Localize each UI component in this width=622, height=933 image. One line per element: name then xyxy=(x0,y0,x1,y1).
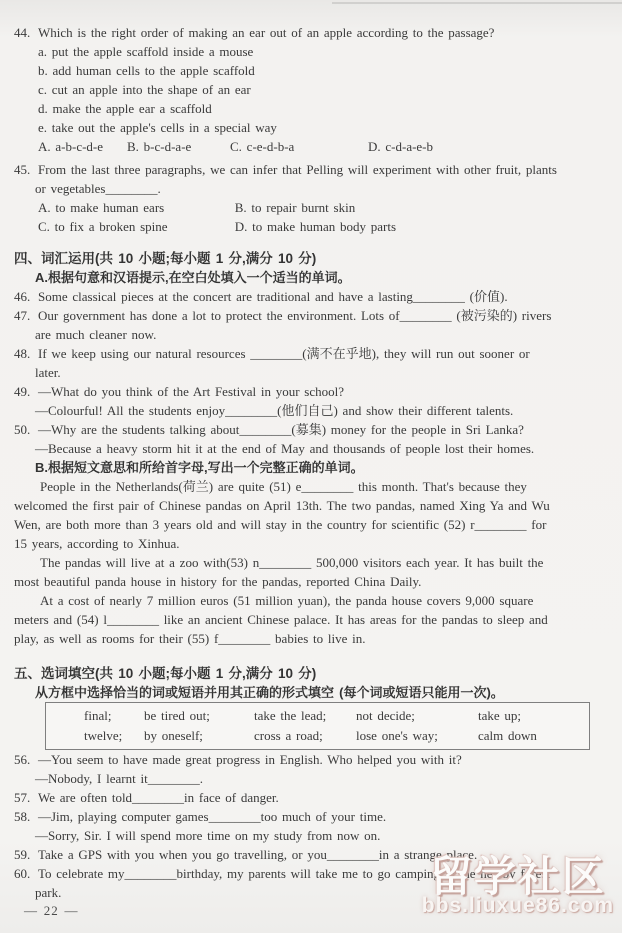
question-44 xyxy=(14,23,612,156)
question-47 xyxy=(14,306,612,344)
word-option: not decide; xyxy=(356,708,415,723)
word-option: cross a road; xyxy=(254,728,323,743)
question-48 xyxy=(14,344,612,382)
sequence-option-b: b. add human cells to the apple scaffold xyxy=(38,63,255,78)
question-45 xyxy=(14,160,612,236)
question-56 xyxy=(14,750,612,788)
choice-a: A. to make human ears xyxy=(38,200,165,215)
choice-d: D. c-d-a-e-b xyxy=(368,139,434,154)
word-option: by oneself; xyxy=(144,728,203,743)
word-option: lose one's way; xyxy=(356,728,438,743)
section-4-part-b-heading: B.根据短文意思和所给首字母,写出一个完整正确的单词。 xyxy=(35,460,364,475)
word-box-row xyxy=(84,706,589,726)
dialogue-line-1: —What do you think of the Art Festival in your school? xyxy=(38,384,345,399)
question-49 xyxy=(14,382,612,420)
passage-line: At a cost of nearly 7 million euros (51 million yuan), the panda house covers 9,000 square xyxy=(40,593,534,608)
dialogue-line-1: —Why are the students talking about________(募集) money for the people in Sri Lanka? xyxy=(38,422,524,437)
question-number: 47. xyxy=(14,308,31,323)
sequence-option-e: e. take out the apple's cells in a special way xyxy=(38,120,277,135)
dialogue-line-2: —Nobody, I learnt it________. xyxy=(35,771,203,786)
question-59 xyxy=(14,845,612,864)
passage-line: most beautiful panda house in history for the pandas, reported China Daily. xyxy=(14,574,422,589)
sequence-option-c: c. cut an apple into the shape of an ear xyxy=(38,82,251,97)
question-text: If we keep using our natural resources ________(满不在乎地), they will run out sooner or xyxy=(38,346,530,361)
page-number: — 22 — xyxy=(24,903,79,918)
choice-c: C. to fix a broken spine xyxy=(38,219,168,234)
dialogue-line-1: —You seem to have made great progress in English. Who helped you with it? xyxy=(38,752,462,767)
passage-paragraph-2 xyxy=(14,553,612,591)
question-46 xyxy=(14,287,612,306)
question-text: Take a GPS with you when you go travelling, or you________in a strange place. xyxy=(38,847,478,862)
section-4-part-a-heading: A.根据句意和汉语提示,在空白处填入一个适当的单词。 xyxy=(35,270,351,285)
word-choice-box xyxy=(45,702,590,750)
word-option: final; xyxy=(84,708,112,723)
word-option: twelve; xyxy=(84,728,123,743)
question-number: 48. xyxy=(14,346,31,361)
question-50 xyxy=(14,420,612,458)
watermark-url-text: bbs.liuxue86.com xyxy=(421,894,614,917)
dialogue-line-2: —Colourful! All the students enjoy________(他们自己) and show their different talents. xyxy=(35,403,514,418)
dialogue-line-2: —Because a heavy storm hit it at the end of May and thousands of people lost their homes. xyxy=(35,441,535,456)
question-number: 49. xyxy=(14,384,31,399)
word-option: calm down xyxy=(478,728,537,743)
question-58 xyxy=(14,807,612,845)
question-number: 50. xyxy=(14,422,31,437)
passage-line: meters and (54) l________ like an ancient Chinese palace. It has areas for the pandas to sleep and xyxy=(14,612,548,627)
dialogue-line-1: —Jim, playing computer games________too much of your time. xyxy=(38,809,387,824)
passage-line: play, as well as rooms for their (55) f________ babies to live in. xyxy=(14,631,366,646)
watermark-logo-text: 留学社区 xyxy=(429,853,606,900)
word-option: take up; xyxy=(478,708,522,723)
question-number: 57. xyxy=(14,790,31,805)
question-57 xyxy=(14,788,612,807)
answer-choices-row xyxy=(38,217,612,236)
section-4-heading: 四、词汇运用(共 10 小题;每小题 1 分,满分 10 分) xyxy=(14,251,317,266)
dialogue-line-2: —Sorry, Sir. I will spend more time on my study from now on. xyxy=(35,828,381,843)
section-5-heading: 五、选词填空(共 10 小题;每小题 1 分,满分 10 分) xyxy=(14,666,317,681)
choice-b: B. to repair burnt skin xyxy=(234,200,356,215)
passage-line: The pandas will live at a zoo with(53) n________ 500,000 visitors each year. It has built the xyxy=(40,555,544,570)
choice-c: C. c-e-d-b-a xyxy=(230,139,295,154)
question-stem: Which is the right order of making an ear out of an apple according to the passage? xyxy=(38,25,495,40)
question-text-continuation: park. xyxy=(35,885,62,900)
answer-choices-row xyxy=(38,137,612,156)
scan-artifact-line xyxy=(332,2,622,4)
question-text-continuation: are much cleaner now. xyxy=(35,327,157,342)
choice-b: B. b-c-d-a-e xyxy=(127,139,192,154)
question-text: Some classical pieces at the concert are traditional and have a lasting________ (价值). xyxy=(38,289,508,304)
question-number: 56. xyxy=(14,752,31,767)
question-number: 59. xyxy=(14,847,31,862)
question-text-continuation: later. xyxy=(35,365,61,380)
passage-line: Wen, are both more than 3 years old and will stay in the country for scientific (52) r________ for xyxy=(14,517,547,532)
passage-line: welcomed the first pair of Chinese pandas on April 13th. The two pandas, named Xing Ya and Wu xyxy=(14,498,550,513)
question-text: To celebrate my________birthday, my parents will take me to go camping in the nearby forest xyxy=(38,866,551,881)
choice-a: A. a-b-c-d-e xyxy=(38,139,104,154)
passage-line: People in the Netherlands(荷兰) are quite (51) e________ this month. That's because they xyxy=(40,479,527,494)
answer-choices-row xyxy=(38,198,612,217)
question-stem: From the last three paragraphs, we can infer that Pelling will experiment with other fruit, plants xyxy=(38,162,557,177)
choice-d: D. to make human body parts xyxy=(234,219,397,234)
question-text: We are often told________in face of danger. xyxy=(38,790,279,805)
passage-line: 15 years, according to Xinhua. xyxy=(14,536,180,551)
question-number: 60. xyxy=(14,866,31,881)
passage-paragraph-1 xyxy=(14,477,612,553)
question-number: 46. xyxy=(14,289,31,304)
word-option: take the lead; xyxy=(254,708,327,723)
question-60 xyxy=(14,864,612,902)
question-number: 58. xyxy=(14,809,31,824)
word-option: be tired out; xyxy=(144,708,210,723)
section-5-instruction: 从方框中选择恰当的词或短语并用其正确的形式填空 (每个词或短语只能用一次)。 xyxy=(35,685,504,700)
word-box-row xyxy=(84,726,589,746)
sequence-option-a: a. put the apple scaffold inside a mouse xyxy=(38,44,254,59)
question-number: 45. xyxy=(14,162,31,177)
question-text: Our government has done a lot to protect the environment. Lots of________ (被污染的) rivers xyxy=(38,308,552,323)
question-stem-continuation: or vegetables________. xyxy=(35,181,161,196)
sequence-option-d: d. make the apple ear a scaffold xyxy=(38,101,212,116)
passage-paragraph-3 xyxy=(14,591,612,648)
question-number: 44. xyxy=(14,25,31,40)
